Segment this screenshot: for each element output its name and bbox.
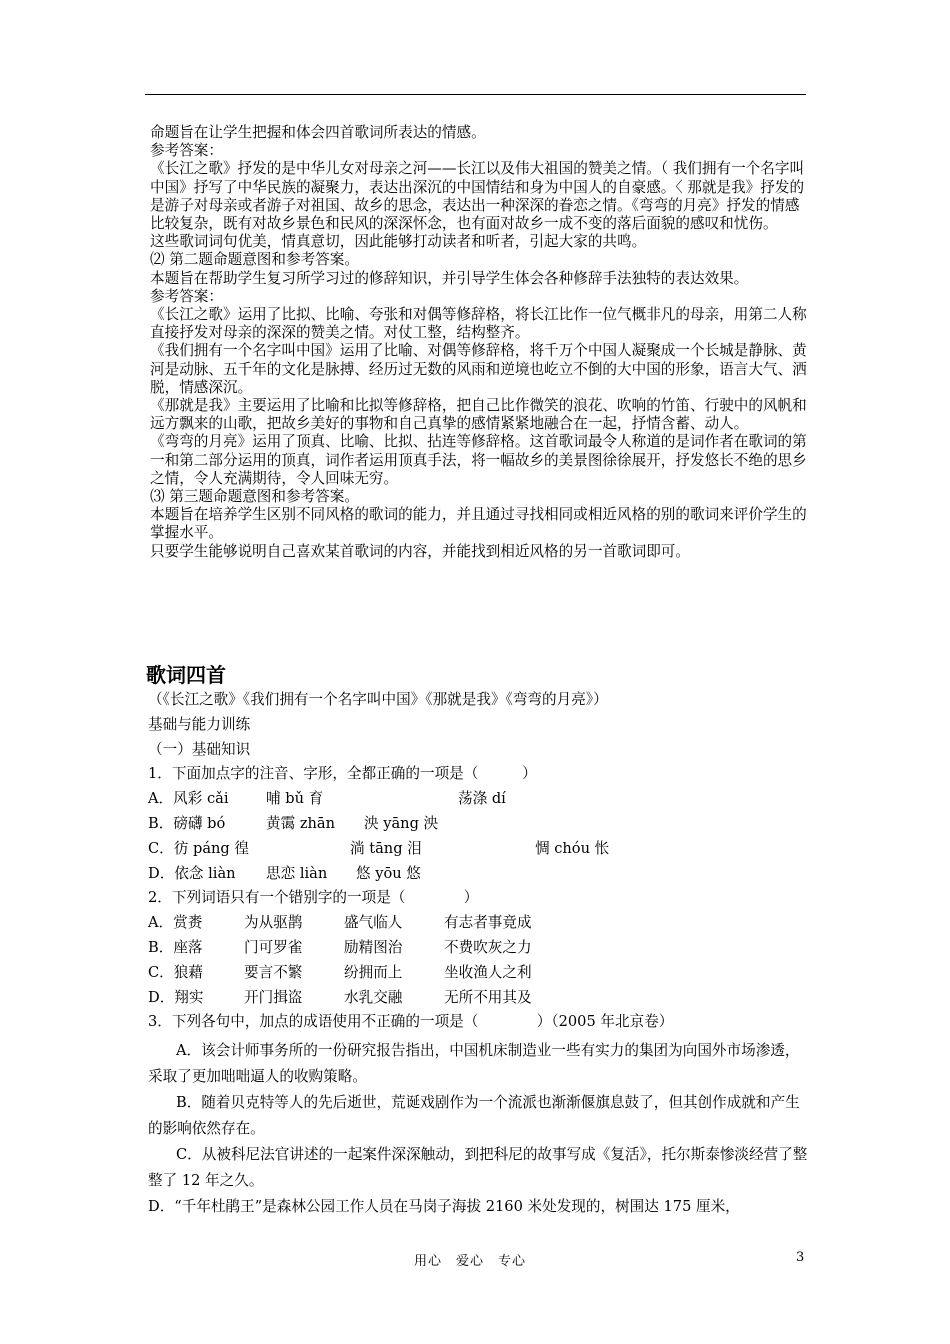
q1-option: C．彷 páng 徨 淌 tāng 泪 惆 chóu 怅 <box>148 839 610 857</box>
q1-option: A．风彩 cǎi 哺 bǔ 育 荡涤 dí <box>148 790 506 808</box>
paragraph: 只要学生能够说明自己喜欢某首歌词的内容，并能找到相近风格的另一首歌词即可。 <box>150 542 690 560</box>
header-rule <box>145 94 806 95</box>
q1-stem: 1．下面加点字的注音、字形，全都正确的一项是（ ） <box>148 765 537 783</box>
paragraph: 命题旨在让学生把握和体会四首歌词所表达的情感。 <box>150 124 486 141</box>
q2-stem: 2．下列词语只有一个错别字的一项是（ ） <box>148 889 479 907</box>
q3-option: D．“千年杜鹃王”是森林公园工作人员在马岗子海拔 2160 米处发现的，树围达 175 厘米， <box>148 1198 740 1215</box>
footer-motto: 用心 爱心 专心 <box>413 1254 526 1269</box>
subtitle: （《长江之歌》《我们拥有一个名字叫中国》《那就是我》《弯弯的月亮》） <box>148 691 608 708</box>
section-title: 歌词四首 <box>146 663 226 687</box>
q3-option: A．该会计师事务所的一份研究报告指出，中国机床制造业一些有实力的集团为向国外市场渗透，采取了更加咄咄逼人的收购策略。 <box>148 1042 800 1085</box>
q2-option: D．翔实 开门揖盗 水乳交融 无所不用其及 <box>148 988 532 1006</box>
q1-option: D．依念 liàn 思恋 liàn 悠 yōu 悠 <box>148 864 421 882</box>
q3-options <box>148 1038 810 1220</box>
answer-section <box>150 124 810 561</box>
training-heading: 基础与能力训练 <box>148 715 251 733</box>
q3-stem: 3．下列各句中，加点的成语使用不正确的一项是（ ）（2005 年北京卷） <box>148 1013 674 1031</box>
paragraph: 《长江之歌》抒发的是中华儿女对母亲之河——长江以及伟大祖国的赞美之情。（ 我们拥有一个名字叫中国》抒写了中华民族的凝聚力，表达出深沉的中国情结和身为中国人的自豪感。〈 那就是我》抒发的是游子对母亲或者游子对祖国、故乡的思念，表达出一种深深的眷恋之情。《弯弯的月亮》抒发的情感比较复杂，既有对故乡景色和民风的深深怀念，也有面对故乡一成不变的落后面貌的感叹和忧伤。 <box>150 160 805 233</box>
paragraph: ⑶ 第三题命题意图和参考答案。 <box>150 488 359 506</box>
q2-option: C．狼藉 要言不繁 纷拥而上 坐收渔人之利 <box>148 963 532 981</box>
q3-option: C．从被科尼法官讲述的一起案件深深触动，到把科尼的故事写成《复活》，托尔斯泰惨淡经营了整整了 12 年之久。 <box>148 1146 808 1189</box>
paragraph: 本题旨在帮助学生复习所学习过的修辞知识，并引导学生体会各种修辞手法独特的表达效果。 <box>150 269 749 287</box>
paragraph: 《那就是我》主要运用了比喻和比拟等修辞格，把自己比作微笑的浪花、吹响的竹笛、行驶中的风帆和远方飘来的山歌，把故乡美好的事物和自己真挚的感情紧紧地融合在一起，抒情含蓄、动人。 <box>150 397 807 433</box>
paragraph: 《我们拥有一个名字叫中国》运用了比喻、对偶等修辞格，将千万个中国人凝聚成一个长城是静脉、黄河是动脉、五千年的文化是脉搏、经历过无数的风雨和逆境也屹立不倒的大中国的形象，语言大气、洒脱，情感深沉。 <box>150 342 807 396</box>
q1-option: B．磅礴 bó 黄霭 zhān 泱 yāng 泱 <box>148 814 439 832</box>
paragraph: 参考答案： <box>150 142 223 160</box>
paragraph: 这些歌词词句优美，情真意切，因此能够打动读者和听者，引起大家的共鸣。 <box>150 233 647 251</box>
part-heading: （一）基础知识 <box>148 740 251 758</box>
paragraph: ⑵ 第二题命题意图和参考答案。 <box>150 251 359 269</box>
questions <box>148 688 808 1035</box>
paragraph: 《长江之歌》运用了比拟、比喻、夸张和对偶等修辞格，将长江比作一位气概非凡的母亲，用第二人称直接抒发对母亲的深深的赞美之情。对仗工整，结构整齐。 <box>150 306 807 342</box>
q2-option: A．赏赉 为从驱鹊 盛气临人 有志者事竟成 <box>148 914 532 932</box>
q2-option: B．座落 门可罗雀 励精图治 不费吹灰之力 <box>148 938 532 956</box>
paragraph: 本题旨在培养学生区别不同风格的歌词的能力，并且通过寻找相同或相近风格的别的歌词来评价学生的掌握水平。 <box>150 506 807 542</box>
paragraph: 参考答案： <box>150 287 223 305</box>
page-number: 3 <box>796 1250 805 1265</box>
paragraph: 《弯弯的月亮》运用了顶真、比喻、比拟、拈连等修辞格。这首歌词最令人称道的是词作者在歌词的第一和第二部分运用的顶真，词作者运用顶真手法，将一幅故乡的美景图徐徐展开，抒发悠长不绝的思乡之情，令人充满期待，令人回味无穷。 <box>150 433 807 487</box>
q3-option: B．随着贝克特等人的先后逝世，荒诞戏剧作为一个流派也渐渐偃旗息鼓了，但其创作成就和产生的影响依然存在。 <box>148 1094 800 1137</box>
